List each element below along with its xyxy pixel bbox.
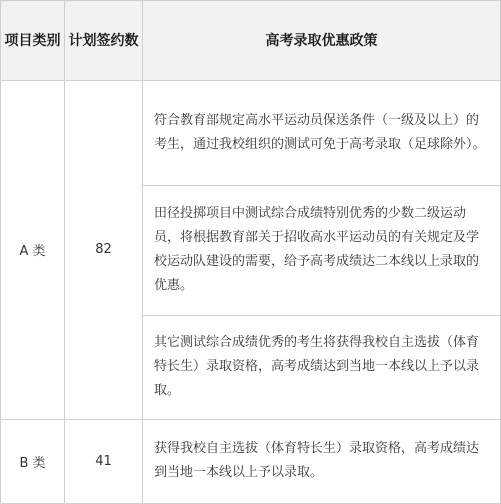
planned-count-cell-a: 82 — [65, 81, 143, 420]
policy-cell: 符合教育部规定高水平运动员保送条件（一级及以上）的考生，通过我校组织的测试可免于高考录取（足球除外）。 — [143, 81, 501, 186]
category-cell-b: B 类 — [1, 419, 65, 503]
header-category: 项目类别 — [1, 1, 65, 81]
category-cell-a: A 类 — [1, 81, 65, 420]
header-policy: 高考录取优惠政策 — [143, 1, 501, 81]
policy-cell: 其它测试综合成绩优秀的考生将获得我校自主选拔（体育特长生）录取资格，高考成绩达到当地一本线以上予以录取。 — [143, 315, 501, 419]
header-planned-count: 计划签约数 — [65, 1, 143, 81]
table-header-row — [1, 1, 501, 81]
policy-cell: 田径投掷项目中测试综合成绩特别优秀的少数二级运动员，将根据教育部关于招收高水平运动员的有关规定及学校运动队建设的需要，给予高考成绩达二本线以上录取的优惠。 — [143, 186, 501, 315]
planned-count-cell-b: 41 — [65, 419, 143, 503]
policy-cell: 获得我校自主选拔（体育特长生）录取资格，高考成绩达到当地一本线以上予以录取。 — [143, 419, 501, 503]
table-row — [1, 419, 501, 503]
table-row — [1, 81, 501, 186]
